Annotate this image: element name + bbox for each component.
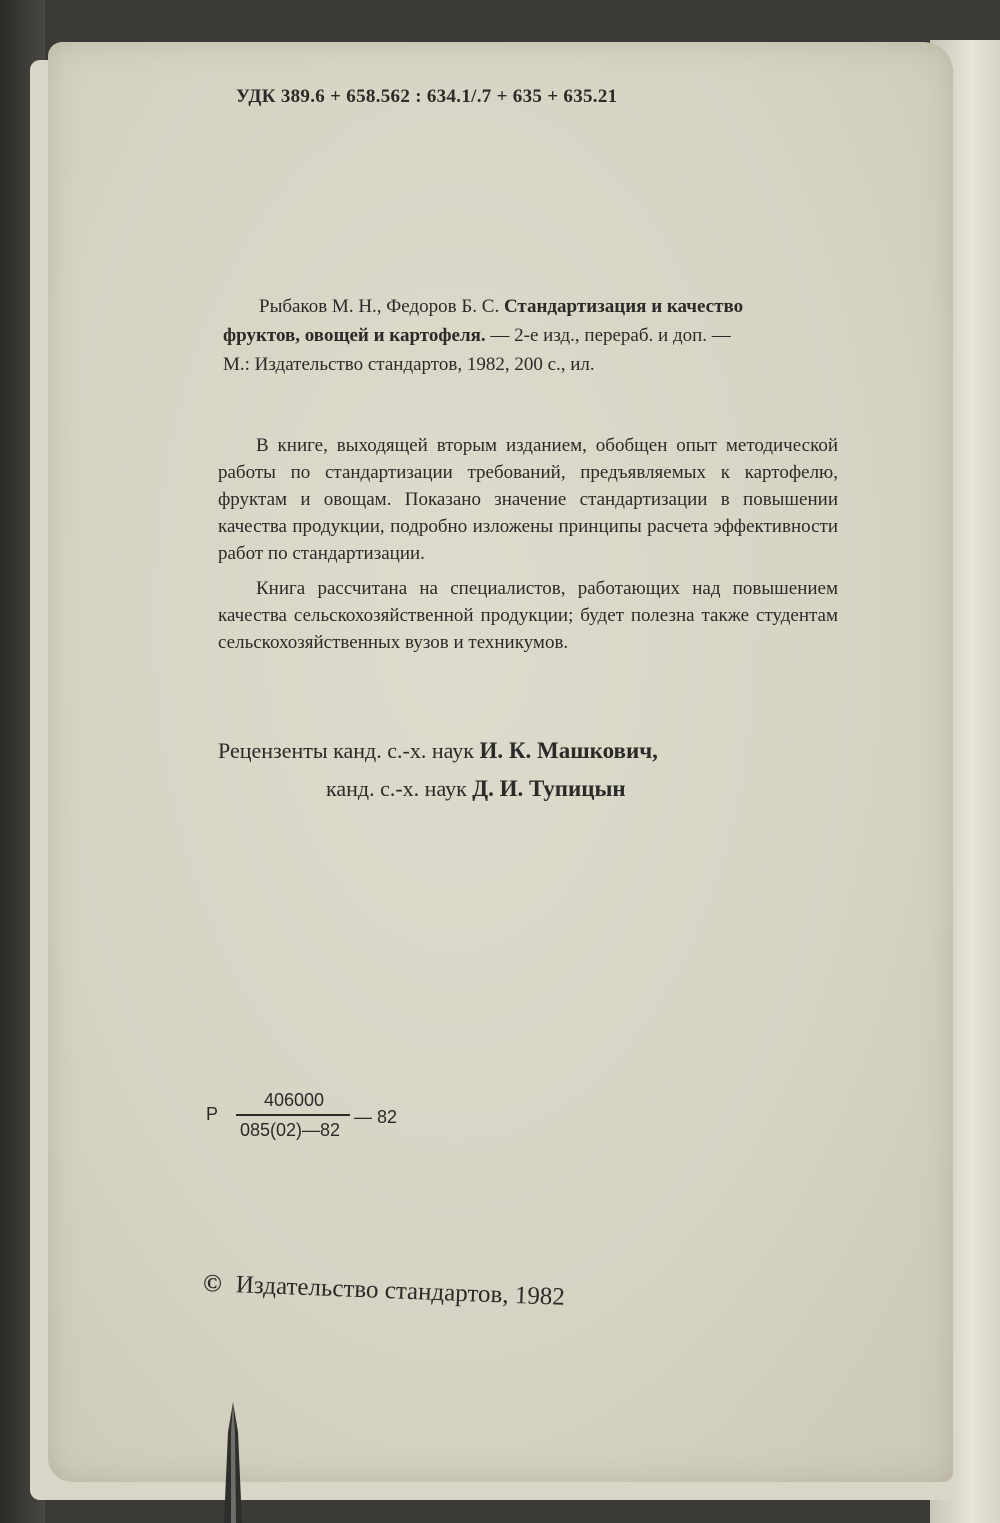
pen-tip xyxy=(222,1402,244,1523)
copyright-line xyxy=(202,1270,565,1312)
fraction-line xyxy=(236,1114,350,1116)
index-denominator: 085(02)—82 xyxy=(240,1120,341,1140)
annotation xyxy=(218,432,838,664)
reviewer-1-name: И. К. Машкович, xyxy=(479,738,658,763)
annotation-paragraph-2: Книга рассчитана на специалистов, работающих над повышением качества сельскохозяйственной продукции; будет полезна также студентам сельскохозяйственных вузов и техникумов. xyxy=(218,578,838,653)
biblio-line-2 xyxy=(223,321,843,350)
book-page xyxy=(48,42,953,1482)
reviewer-2-degree: канд. с.-х. наук xyxy=(326,776,467,801)
biblio-line-1 xyxy=(223,292,843,321)
reviewers-label: Рецензенты xyxy=(218,738,328,763)
reviewers-row-1 xyxy=(218,738,658,763)
biblio-title-part1: Стандартизация и качество xyxy=(503,296,744,317)
biblio-imprint: М.: Издательство стандартов, 1982, 200 с., ил. xyxy=(223,354,595,375)
reviewer-1-degree: канд. с.-х. наук xyxy=(333,738,474,763)
annotation-paragraph-1: В книге, выходящей вторым изданием, обобщен опыт методической работы по стандартизации требований, предъявляемых к картофелю, фруктам и овощам. Показано значение стандартизации в повышении качества продукции, подробно изложены принципы расчета эффективности работ по стандартизации. xyxy=(218,435,838,564)
copyright-icon: © xyxy=(202,1270,223,1298)
bibliographic-record xyxy=(223,292,843,379)
reviewers-row-2 xyxy=(218,770,878,808)
reviewers-block xyxy=(218,732,878,808)
udc-code: УДК 389.6 + 658.562 : 634.1/.7 + 635 + 635.21 xyxy=(236,86,618,107)
copyright-text: Издательство стандартов, 1982 xyxy=(235,1271,566,1311)
index-suffix: — 82 xyxy=(354,1107,398,1127)
biblio-title-part2: фруктов, овощей и картофеля. xyxy=(223,325,486,346)
index-numerator: 406000 xyxy=(264,1090,325,1110)
biblio-authors: Рыбаков М. Н., Федоров Б. С. xyxy=(259,296,500,317)
reviewer-2-name: Д. И. Тупицын xyxy=(472,776,626,801)
index-prefix: Р xyxy=(206,1104,219,1124)
biblio-edition: — 2-е изд., перераб. и доп. — xyxy=(490,325,731,346)
